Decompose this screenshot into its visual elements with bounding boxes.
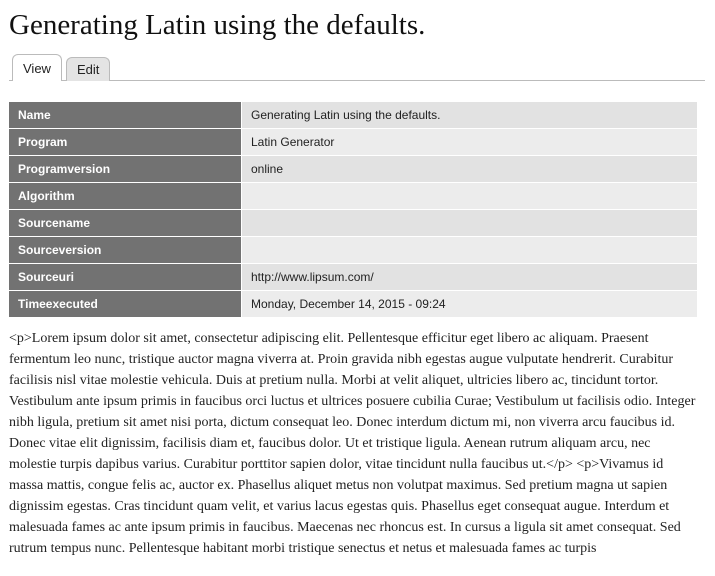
- metadata-table: [9, 102, 697, 318]
- table-row: [9, 129, 697, 156]
- table-row: [9, 183, 697, 210]
- row-value-timeexecuted: Monday, December 14, 2015 - 09:24: [242, 291, 698, 318]
- tab-view[interactable]: View: [12, 54, 62, 81]
- row-label-sourcename: Sourcename: [9, 210, 242, 237]
- row-label-programversion: Programversion: [9, 156, 242, 183]
- row-value-program: Latin Generator: [242, 129, 698, 156]
- row-value-algorithm: [242, 183, 698, 210]
- table-row: [9, 156, 697, 183]
- table-row: [9, 264, 697, 291]
- row-label-sourceuri: Sourceuri: [9, 264, 242, 291]
- tab-edit[interactable]: Edit: [66, 57, 110, 81]
- page: [0, 8, 715, 559]
- generated-latin-text: <p>Lorem ipsum dolor sit amet, consectetur adipiscing elit. Pellentesque efficitur eget libero ac aliquam. Praesent fermentum leo nunc, tristique auctor magna viverra at. Proin gravida nibh egestas augue vulputate hendrerit. Curabitur facilisis nisl vitae molestie vehicula. Duis at pretium nulla. Morbi at velit aliquet, ultricies libero ac, tincidunt tortor. Vestibulum ante ipsum primis in faucibus orci luctus et ultrices posuere cubilia Curae; Vestibulum ut facilisis odio. Integer nibh ligula, pretium sit amet nisi porta, dictum consequat leo. Donec interdum dictum mi, non viverra arcu faucibus id. Donec vitae elit dignissim, facilisis diam et, faucibus dolor. Ut et tristique ligula. Aenean rutrum aliquam arcu, nec molestie turpis dapibus varius. Curabitur porttitor sapien dolor, vitae tincidunt nulla faucibus ut.</p> <p>Vivamus id massa mattis, congue felis ac, auctor ex. Phasellus aliquet metus non volutpat maximus. Sed pretium magna ut sapien dignissim egestas. Cras tincidunt quam velit, et varius lacus egestas quis. Phasellus eget consequat augue. Interdum et malesuada fames ac ante ipsum primis in faucibus. Maecenas nec rhoncus est. In cursus a ligula sit amet consequat. Sed rutrum tempus nunc. Pellentesque habitant morbi tristique senectus et netus et malesuada fames ac turpis: [9, 331, 696, 556]
- row-label-sourceversion: Sourceversion: [9, 237, 242, 264]
- row-value-sourceversion: [242, 237, 698, 264]
- row-value-programversion: online: [242, 156, 698, 183]
- table-row: [9, 237, 697, 264]
- row-label-name: Name: [9, 102, 242, 129]
- page-title: Generating Latin using the defaults.: [9, 9, 426, 41]
- table-row: [9, 102, 697, 129]
- row-label-timeexecuted: Timeexecuted: [9, 291, 242, 318]
- row-value-name: Generating Latin using the defaults.: [242, 102, 698, 129]
- table-row: [9, 291, 697, 318]
- row-label-program: Program: [9, 129, 242, 156]
- row-value-sourcename: [242, 210, 698, 237]
- row-value-sourceuri: http://www.lipsum.com/: [242, 264, 698, 291]
- row-label-algorithm: Algorithm: [9, 183, 242, 210]
- table-row: [9, 210, 697, 237]
- tab-bar: [9, 53, 705, 81]
